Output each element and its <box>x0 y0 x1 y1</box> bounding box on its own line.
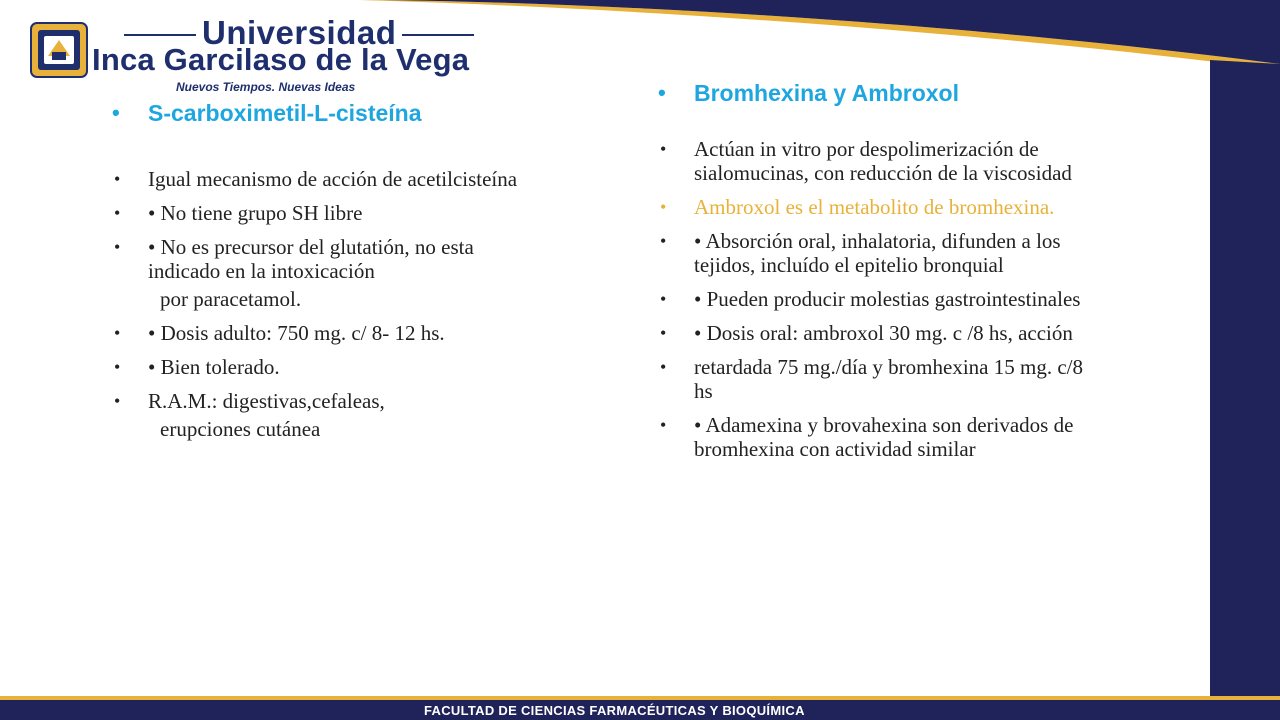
bullet-icon: • <box>660 289 667 309</box>
bullet-icon: • <box>114 323 121 343</box>
bullet-icon: • <box>114 391 121 411</box>
bullet-icon: • <box>114 357 121 377</box>
list-item-continuation: por paracetamol. <box>160 287 302 311</box>
right-heading-text: Bromhexina y Ambroxol <box>694 80 959 106</box>
right-heading <box>658 80 1098 107</box>
bullet-icon: • <box>114 237 121 257</box>
left-list <box>112 167 542 441</box>
list-item: • R.A.M.: digestivas,cefaleas, <box>114 389 385 413</box>
bullet-icon: • <box>658 80 666 105</box>
list-item-highlighted: • Ambroxol es el metabolito de bromhexina. <box>660 195 1055 219</box>
university-tagline: Nuevos Tiempos. Nuevas Ideas <box>176 80 356 94</box>
left-column <box>112 100 542 451</box>
list-item: • • Bien tolerado. <box>114 355 280 379</box>
list-item: • retardada 75 mg./día y bromhexina 15 mg. c/8 hs <box>660 355 1083 403</box>
divider <box>124 34 196 36</box>
bullet-icon: • <box>660 357 667 377</box>
left-heading <box>112 100 542 127</box>
right-list <box>658 137 1098 461</box>
right-column <box>658 80 1098 471</box>
university-crest-icon <box>30 22 88 78</box>
list-item-continuation: erupciones cutánea <box>160 417 321 441</box>
list-item: • • Absorción oral, inhalatoria, difunden a los tejidos, incluído el epitelio bronquial <box>660 229 1061 277</box>
university-name-line2: Inca Garcilaso de la Vega <box>92 42 470 77</box>
bullet-icon: • <box>660 415 667 435</box>
list-item: • • No tiene grupo SH libre <box>114 201 363 225</box>
university-name-line1: Universidad <box>118 14 480 52</box>
list-item: • Actúan in vitro por despolimerización de sialomucinas, con reducción de la viscosidad <box>660 137 1072 185</box>
bullet-icon: • <box>114 169 121 189</box>
bullet-icon: • <box>112 100 120 125</box>
bullet-icon: • <box>114 203 121 223</box>
university-logo <box>28 14 478 94</box>
list-item: • • Dosis oral: ambroxol 30 mg. c /8 hs, acción <box>660 321 1073 345</box>
list-item: • • Adamexina y brovahexina son derivados de bromhexina con actividad similar <box>660 413 1074 461</box>
left-heading-text: S-carboximetil-L-cisteína <box>148 100 422 126</box>
list-item: • • Dosis adulto: 750 mg. c/ 8- 12 hs. <box>114 321 445 345</box>
bullet-icon: • <box>660 231 667 251</box>
bullet-icon: • <box>660 323 667 343</box>
list-item: • • No es precursor del glutatión, no esta indicado en la intoxicación <box>114 235 474 283</box>
divider <box>402 34 474 36</box>
bullet-icon: • <box>660 139 667 159</box>
list-item: • Igual mecanismo de acción de acetilcisteína <box>114 167 518 191</box>
footer-faculty-name: FACULTAD DE CIENCIAS FARMACÉUTICAS Y BIOQUÍMICA <box>424 703 805 718</box>
bullet-icon: • <box>660 197 667 217</box>
list-item: • • Pueden producir molestias gastrointestinales <box>660 287 1081 311</box>
